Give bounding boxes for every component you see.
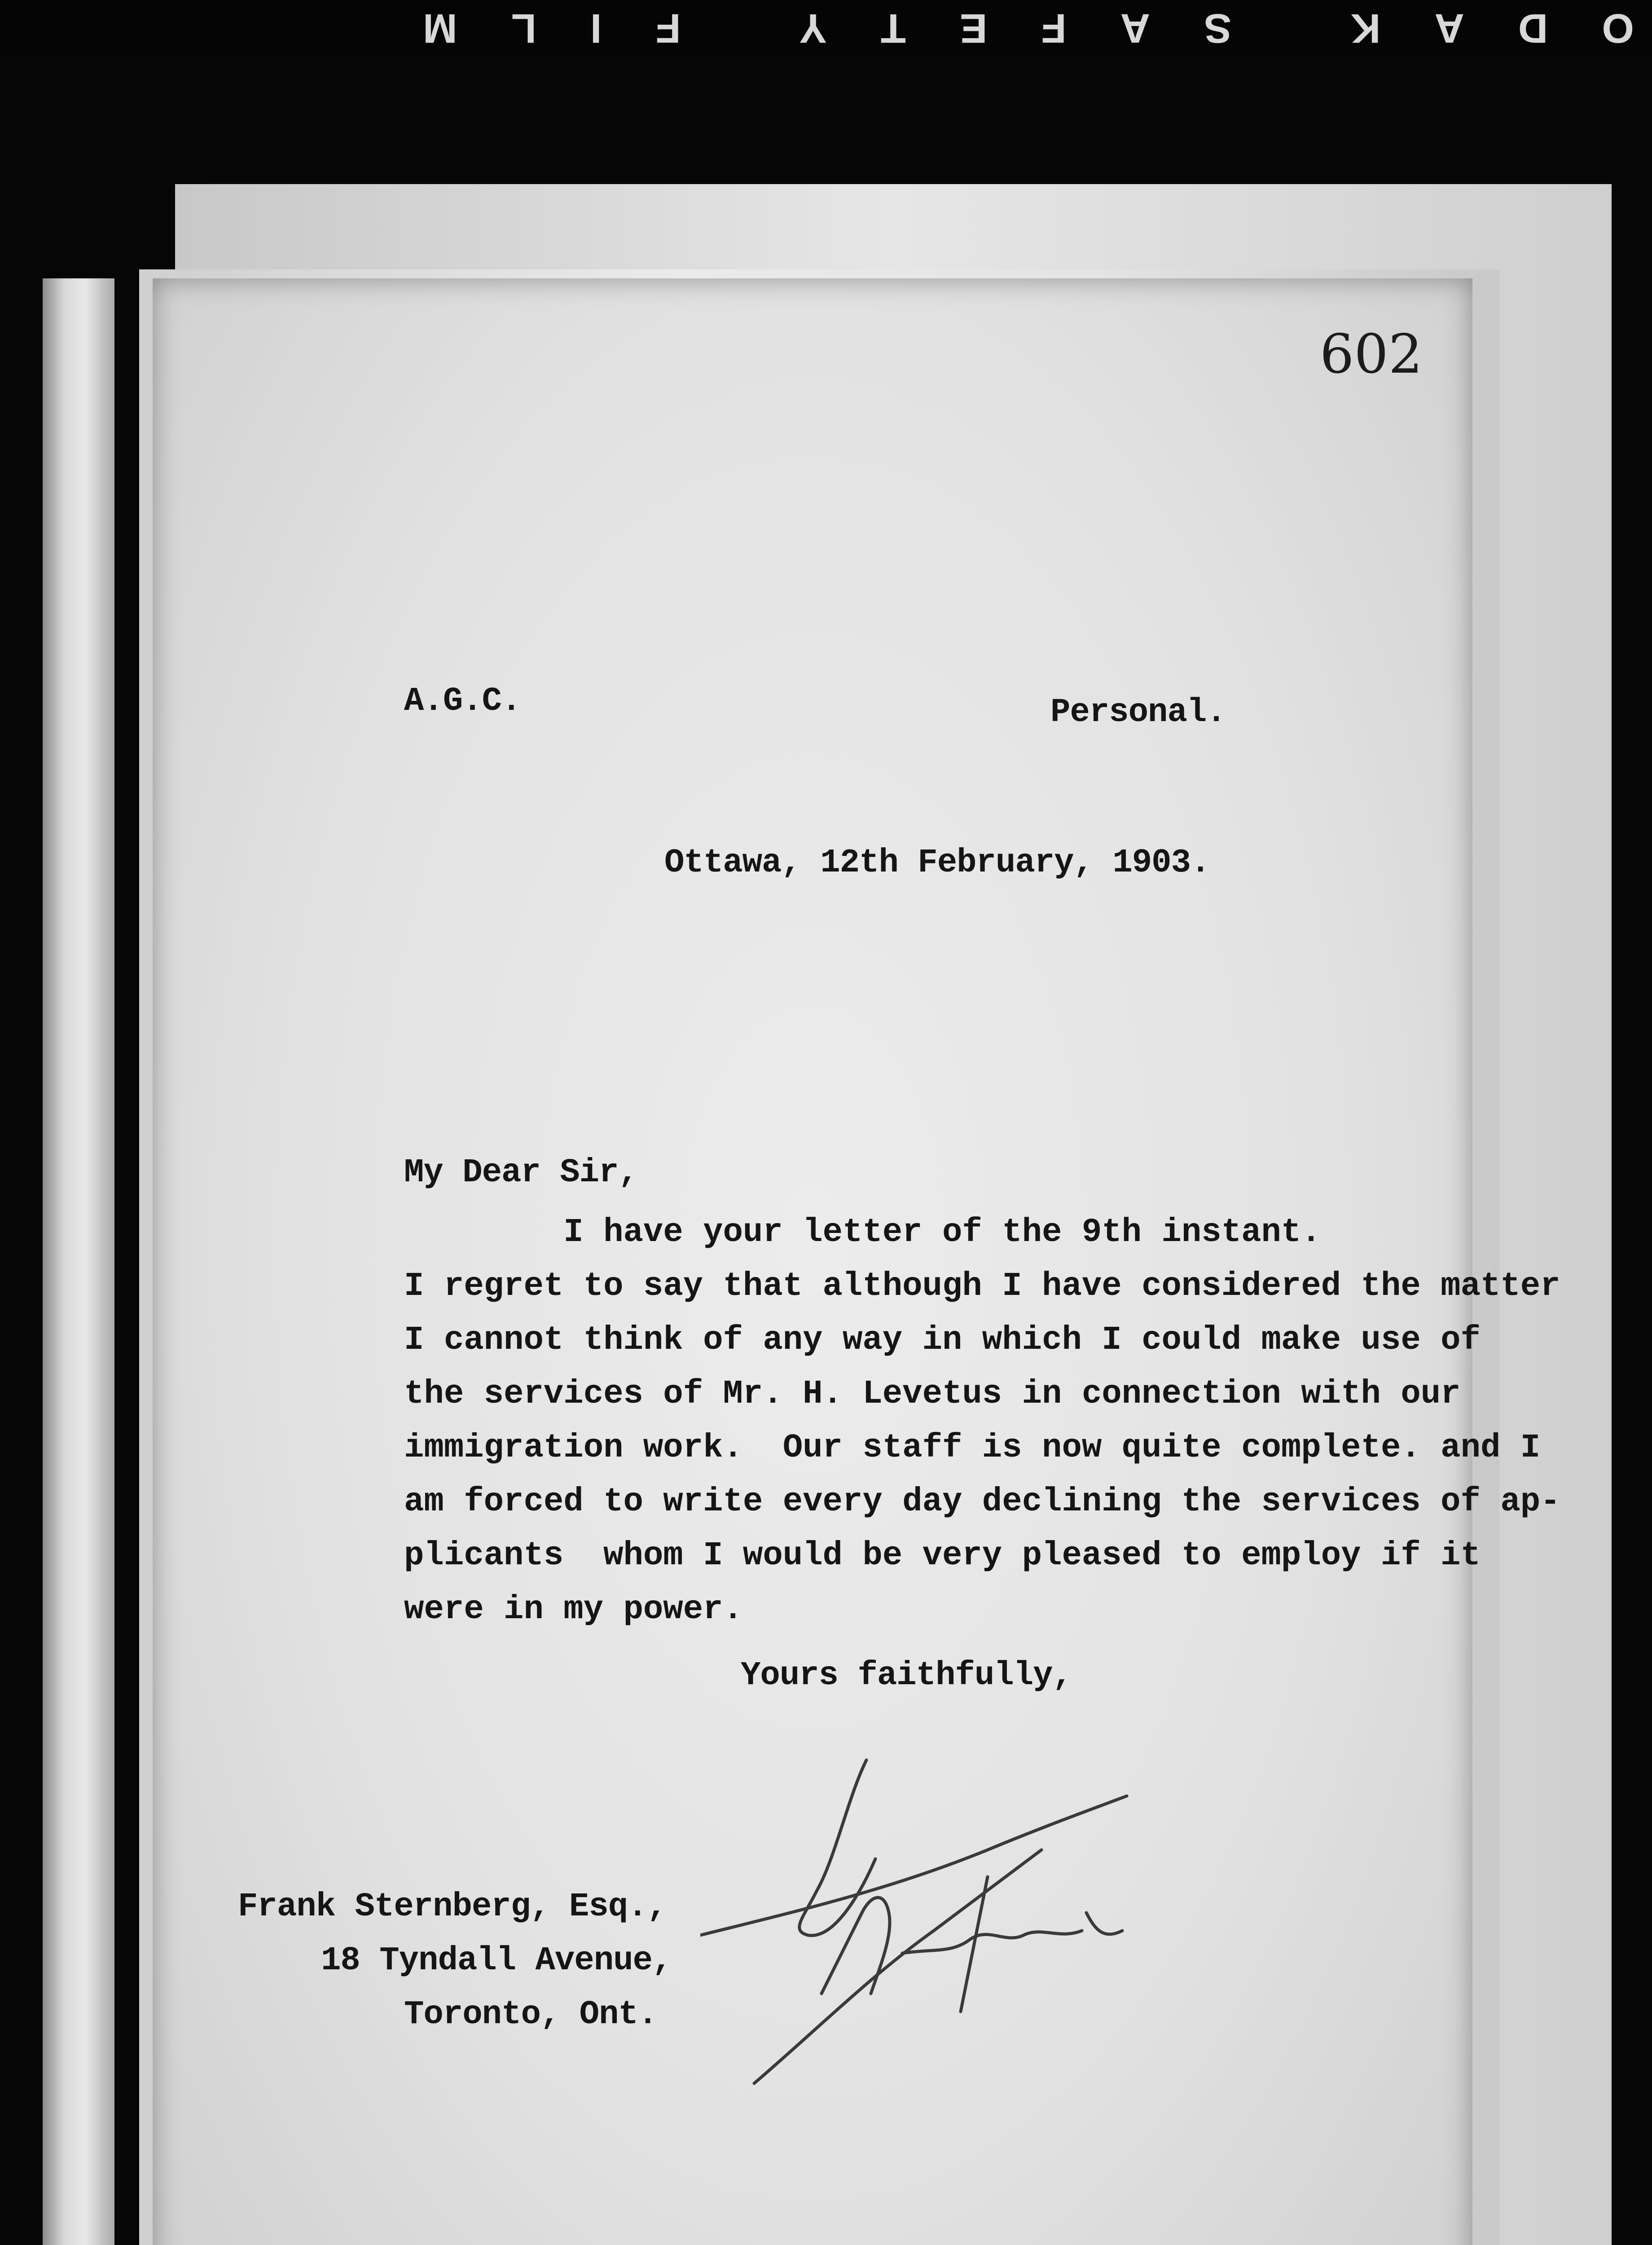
- signature: [700, 1742, 1172, 2110]
- letter-reference: A.G.C.: [404, 682, 521, 720]
- recipient-name: Frank Sternberg, Esq.,: [238, 1888, 667, 1926]
- body-line: I regret to say that although I have considered the matter: [404, 1268, 1560, 1305]
- body-line: I cannot think of any way in which I could make use of: [404, 1321, 1481, 1359]
- page-number: 602: [1320, 323, 1423, 386]
- recipient-city: Toronto, Ont.: [404, 1996, 658, 2034]
- body-line: I have your letter of the 9th instant.: [404, 1214, 1321, 1251]
- letter-dateline: Ottawa, 12th February, 1903.: [664, 844, 1210, 882]
- body-line: immigration work. Our staff is now quite complete. and I: [404, 1429, 1541, 1467]
- letter-closing: Yours faithfully,: [741, 1657, 1072, 1695]
- body-line: plicants whom I would be very pleased to employ if it: [404, 1537, 1481, 1575]
- body-line: am forced to write every day declining the services of ap-: [404, 1483, 1560, 1521]
- body-line: were in my power.: [404, 1591, 743, 1629]
- letter-body: [404, 1206, 1560, 1637]
- body-line: the services of Mr. H. Levetus in connection with our: [404, 1375, 1461, 1413]
- film-side-strip: [43, 278, 114, 2245]
- letter-salutation: My Dear Sir,: [404, 1154, 638, 1192]
- letter-marking: Personal.: [1050, 694, 1226, 731]
- film-edge: [0, 0, 1652, 58]
- film-edge-label: ODAK SAFETY FILM: [369, 5, 1634, 51]
- recipient-street: 18 Tyndall Avenue,: [321, 1942, 672, 1980]
